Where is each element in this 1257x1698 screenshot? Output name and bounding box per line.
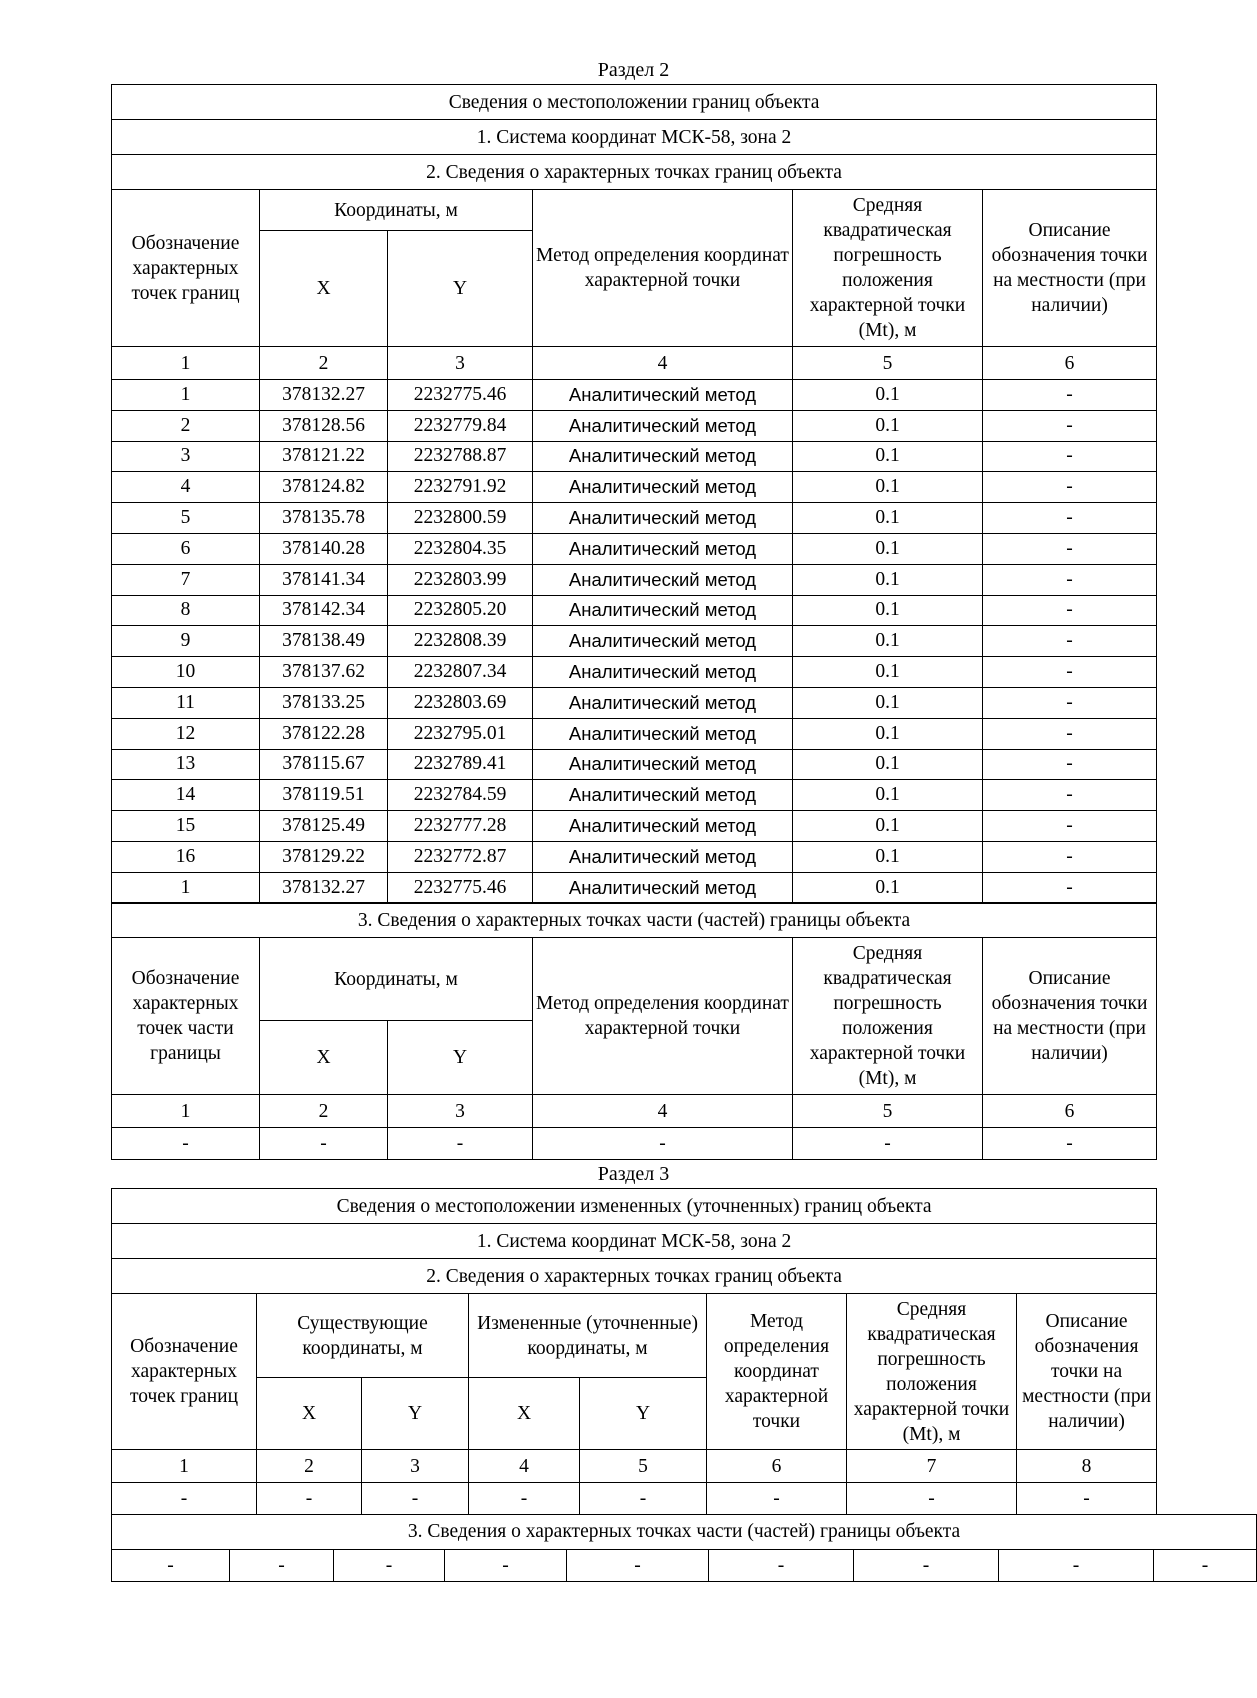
y-coord-cell: 2232803.99 — [388, 564, 533, 595]
section2-part-points-table — [111, 902, 1157, 1160]
point-id-cell: 8 — [112, 595, 260, 626]
col-header-coords: Координаты, м — [260, 190, 533, 231]
section3-part-points-table — [111, 1514, 1257, 1582]
s3-col-header-y1: Y — [362, 1378, 469, 1450]
column-number-cell: 4 — [533, 347, 793, 380]
col-header-method: Метод определения координат характерной точки — [533, 190, 793, 347]
section2-subsection3-title: 3. Сведения о характерных точках части (частей) границы объекта — [112, 903, 1157, 938]
column-number-cell: 3 — [388, 1095, 533, 1128]
table-row — [112, 657, 1157, 688]
x-coord-cell: 378133.25 — [260, 687, 388, 718]
method-cell: Аналитический метод — [533, 533, 793, 564]
table-cell: - — [983, 1128, 1157, 1160]
column-number-row — [112, 1450, 1157, 1483]
y-coord-cell: 2232777.28 — [388, 811, 533, 842]
error-cell: 0.1 — [793, 503, 983, 534]
table-cell: - — [362, 1483, 469, 1515]
column-number-cell: 4 — [469, 1450, 580, 1483]
point-id-cell: 9 — [112, 626, 260, 657]
col-header-y: Y — [388, 231, 533, 347]
table-cell: - — [854, 1549, 999, 1581]
table-cell: - — [709, 1549, 854, 1581]
point-id-cell: 3 — [112, 441, 260, 472]
error-cell: 0.1 — [793, 718, 983, 749]
s3-col-header-y2: Y — [580, 1378, 707, 1450]
point-id-cell: 14 — [112, 780, 260, 811]
table-cell: - — [469, 1483, 580, 1515]
section2-points-table — [111, 84, 1157, 904]
table-row — [112, 595, 1157, 626]
method-cell: Аналитический метод — [533, 718, 793, 749]
column-number-cell: 2 — [260, 1095, 388, 1128]
section2-subsection2-title: 2. Сведения о характерных точках границ объекта — [112, 155, 1157, 190]
point-id-cell: 13 — [112, 749, 260, 780]
section3-header: Сведения о местоположении измененных (уточненных) границ объекта — [112, 1189, 1157, 1224]
point-id-cell: 12 — [112, 718, 260, 749]
y-coord-cell: 2232779.84 — [388, 410, 533, 441]
x-coord-cell: 378140.28 — [260, 533, 388, 564]
description-cell: - — [983, 380, 1157, 411]
col-header-point: Обозначение характерных точек границ — [112, 190, 260, 347]
table-cell: - — [230, 1549, 334, 1581]
error-cell: 0.1 — [793, 749, 983, 780]
s3-col-header-error: Средняя квадратическая погрешность положения характерной точки (Mt), м — [847, 1294, 1017, 1450]
section3-subsection2-title: 2. Сведения о характерных точках границ объекта — [112, 1259, 1157, 1294]
s3-col-header-changed: Измененные (уточненные) координаты, м — [469, 1294, 707, 1378]
column-number-cell: 2 — [257, 1450, 362, 1483]
description-cell: - — [983, 657, 1157, 688]
column-number-cell: 7 — [847, 1450, 1017, 1483]
description-cell: - — [983, 503, 1157, 534]
description-cell: - — [983, 595, 1157, 626]
table-cell: - — [112, 1549, 230, 1581]
error-cell: 0.1 — [793, 441, 983, 472]
column-number-row — [112, 347, 1157, 380]
column-number-cell: 5 — [580, 1450, 707, 1483]
method-cell: Аналитический метод — [533, 441, 793, 472]
point-id-cell: 10 — [112, 657, 260, 688]
description-cell: - — [983, 441, 1157, 472]
y-coord-cell: 2232784.59 — [388, 780, 533, 811]
table-row — [112, 441, 1157, 472]
section3-subsection3-title: 3. Сведения о характерных точках части (частей) границы объекта — [112, 1514, 1257, 1549]
part-col-header-description: Описание обозначения точки на местности (при наличии) — [983, 938, 1157, 1095]
description-cell: - — [983, 626, 1157, 657]
error-cell: 0.1 — [793, 657, 983, 688]
table-row — [112, 811, 1157, 842]
table-cell: - — [388, 1128, 533, 1160]
x-coord-cell: 378141.34 — [260, 564, 388, 595]
column-number-cell: 8 — [1017, 1450, 1157, 1483]
y-coord-cell: 2232805.20 — [388, 595, 533, 626]
y-coord-cell: 2232808.39 — [388, 626, 533, 657]
part-col-header-x: X — [260, 1021, 388, 1095]
table-row — [112, 1483, 1157, 1515]
table-cell: - — [567, 1549, 709, 1581]
part-col-header-point: Обозначение характерных точек части границы — [112, 938, 260, 1095]
y-coord-cell: 2232795.01 — [388, 718, 533, 749]
table-cell: - — [580, 1483, 707, 1515]
description-cell: - — [983, 841, 1157, 872]
method-cell: Аналитический метод — [533, 380, 793, 411]
x-coord-cell: 378115.67 — [260, 749, 388, 780]
table-row — [112, 780, 1157, 811]
column-number-cell: 3 — [362, 1450, 469, 1483]
table-cell: - — [112, 1128, 260, 1160]
x-coord-cell: 378128.56 — [260, 410, 388, 441]
method-cell: Аналитический метод — [533, 657, 793, 688]
s3-col-header-x1: X — [257, 1378, 362, 1450]
description-cell: - — [983, 718, 1157, 749]
table-row — [112, 472, 1157, 503]
part-col-header-error: Средняя квадратическая погрешность положения характерной точки (Mt), м — [793, 938, 983, 1095]
y-coord-cell: 2232804.35 — [388, 533, 533, 564]
column-number-cell: 2 — [260, 347, 388, 380]
y-coord-cell: 2232775.46 — [388, 380, 533, 411]
table-cell: - — [707, 1483, 847, 1515]
point-id-cell: 4 — [112, 472, 260, 503]
table-cell: - — [999, 1549, 1154, 1581]
table-cell: - — [847, 1483, 1017, 1515]
point-id-cell: 15 — [112, 811, 260, 842]
error-cell: 0.1 — [793, 626, 983, 657]
description-cell: - — [983, 533, 1157, 564]
column-number-cell: 4 — [533, 1095, 793, 1128]
error-cell: 0.1 — [793, 872, 983, 903]
description-cell: - — [983, 749, 1157, 780]
x-coord-cell: 378121.22 — [260, 441, 388, 472]
table-cell: - — [112, 1483, 257, 1515]
x-coord-cell: 378132.27 — [260, 872, 388, 903]
col-header-error: Средняя квадратическая погрешность положения характерной точки (Mt), м — [793, 190, 983, 347]
error-cell: 0.1 — [793, 410, 983, 441]
column-number-cell: 1 — [112, 1095, 260, 1128]
x-coord-cell: 378124.82 — [260, 472, 388, 503]
section2-header: Сведения о местоположении границ объекта — [112, 85, 1157, 120]
col-header-description: Описание обозначения точки на местности (при наличии) — [983, 190, 1157, 347]
column-number-cell: 1 — [112, 347, 260, 380]
table-cell: - — [260, 1128, 388, 1160]
error-cell: 0.1 — [793, 380, 983, 411]
method-cell: Аналитический метод — [533, 687, 793, 718]
column-number-cell: 5 — [793, 347, 983, 380]
method-cell: Аналитический метод — [533, 780, 793, 811]
description-cell: - — [983, 687, 1157, 718]
method-cell: Аналитический метод — [533, 749, 793, 780]
y-coord-cell: 2232772.87 — [388, 841, 533, 872]
table-row — [112, 1128, 1157, 1160]
table-row — [112, 841, 1157, 872]
table-row — [112, 749, 1157, 780]
column-number-cell: 3 — [388, 347, 533, 380]
x-coord-cell: 378122.28 — [260, 718, 388, 749]
table-row — [112, 380, 1157, 411]
table-cell: - — [1154, 1549, 1257, 1581]
document-page — [111, 56, 1209, 1582]
x-coord-cell: 378119.51 — [260, 780, 388, 811]
x-coord-cell: 378137.62 — [260, 657, 388, 688]
column-number-cell: 1 — [112, 1450, 257, 1483]
error-cell: 0.1 — [793, 595, 983, 626]
table-row — [112, 687, 1157, 718]
table-row — [112, 503, 1157, 534]
column-number-cell: 5 — [793, 1095, 983, 1128]
table-cell: - — [257, 1483, 362, 1515]
error-cell: 0.1 — [793, 687, 983, 718]
error-cell: 0.1 — [793, 533, 983, 564]
description-cell: - — [983, 472, 1157, 503]
section3-title: Раздел 3 — [597, 1163, 670, 1186]
y-coord-cell: 2232775.46 — [388, 872, 533, 903]
column-number-cell: 6 — [983, 1095, 1157, 1128]
table-row — [112, 564, 1157, 595]
table-row — [112, 872, 1157, 903]
x-coord-cell: 378135.78 — [260, 503, 388, 534]
table-cell: - — [445, 1549, 567, 1581]
table-row — [112, 410, 1157, 441]
y-coord-cell: 2232807.34 — [388, 657, 533, 688]
error-cell: 0.1 — [793, 811, 983, 842]
description-cell: - — [983, 811, 1157, 842]
point-id-cell: 11 — [112, 687, 260, 718]
col-header-x: X — [260, 231, 388, 347]
method-cell: Аналитический метод — [533, 564, 793, 595]
x-coord-cell: 378142.34 — [260, 595, 388, 626]
part-col-header-coords: Координаты, м — [260, 938, 533, 1021]
table-row — [112, 718, 1157, 749]
x-coord-cell: 378138.49 — [260, 626, 388, 657]
section2-title: Раздел 2 — [597, 59, 670, 81]
y-coord-cell: 2232789.41 — [388, 749, 533, 780]
s3-col-header-description: Описание обозначения точки на местности (при наличии) — [1017, 1294, 1157, 1450]
description-cell: - — [983, 564, 1157, 595]
point-id-cell: 2 — [112, 410, 260, 441]
description-cell: - — [983, 780, 1157, 811]
section3-coord-system: 1. Система координат МСК-58, зона 2 — [112, 1224, 1157, 1259]
s3-col-header-x2: X — [469, 1378, 580, 1450]
column-number-row — [112, 1095, 1157, 1128]
point-id-cell: 7 — [112, 564, 260, 595]
table-cell: - — [533, 1128, 793, 1160]
table-row — [112, 626, 1157, 657]
method-cell: Аналитический метод — [533, 410, 793, 441]
section2-coord-system: 1. Система координат МСК-58, зона 2 — [112, 120, 1157, 155]
column-number-cell: 6 — [707, 1450, 847, 1483]
s3-col-header-existing: Существующие координаты, м — [257, 1294, 469, 1378]
x-coord-cell: 378132.27 — [260, 380, 388, 411]
point-id-cell: 16 — [112, 841, 260, 872]
point-id-cell: 1 — [112, 872, 260, 903]
method-cell: Аналитический метод — [533, 595, 793, 626]
method-cell: Аналитический метод — [533, 841, 793, 872]
method-cell: Аналитический метод — [533, 872, 793, 903]
error-cell: 0.1 — [793, 564, 983, 595]
method-cell: Аналитический метод — [533, 626, 793, 657]
section3-points-table — [111, 1188, 1157, 1515]
table-cell: - — [1017, 1483, 1157, 1515]
part-col-header-method: Метод определения координат характерной точки — [533, 938, 793, 1095]
x-coord-cell: 378125.49 — [260, 811, 388, 842]
description-cell: - — [983, 872, 1157, 903]
part-col-header-y: Y — [388, 1021, 533, 1095]
point-id-cell: 1 — [112, 380, 260, 411]
method-cell: Аналитический метод — [533, 503, 793, 534]
x-coord-cell: 378129.22 — [260, 841, 388, 872]
description-cell: - — [983, 410, 1157, 441]
table-row — [112, 533, 1157, 564]
method-cell: Аналитический метод — [533, 472, 793, 503]
method-cell: Аналитический метод — [533, 811, 793, 842]
s3-col-header-method: Метод определения координат характерной точки — [707, 1294, 847, 1450]
y-coord-cell: 2232800.59 — [388, 503, 533, 534]
table-cell: - — [793, 1128, 983, 1160]
column-number-cell: 6 — [983, 347, 1157, 380]
table-row — [112, 1549, 1257, 1581]
y-coord-cell: 2232788.87 — [388, 441, 533, 472]
point-id-cell: 6 — [112, 533, 260, 564]
s3-col-header-point: Обозначение характерных точек границ — [112, 1294, 257, 1450]
y-coord-cell: 2232803.69 — [388, 687, 533, 718]
error-cell: 0.1 — [793, 841, 983, 872]
error-cell: 0.1 — [793, 472, 983, 503]
y-coord-cell: 2232791.92 — [388, 472, 533, 503]
point-id-cell: 5 — [112, 503, 260, 534]
table-cell: - — [334, 1549, 445, 1581]
error-cell: 0.1 — [793, 780, 983, 811]
